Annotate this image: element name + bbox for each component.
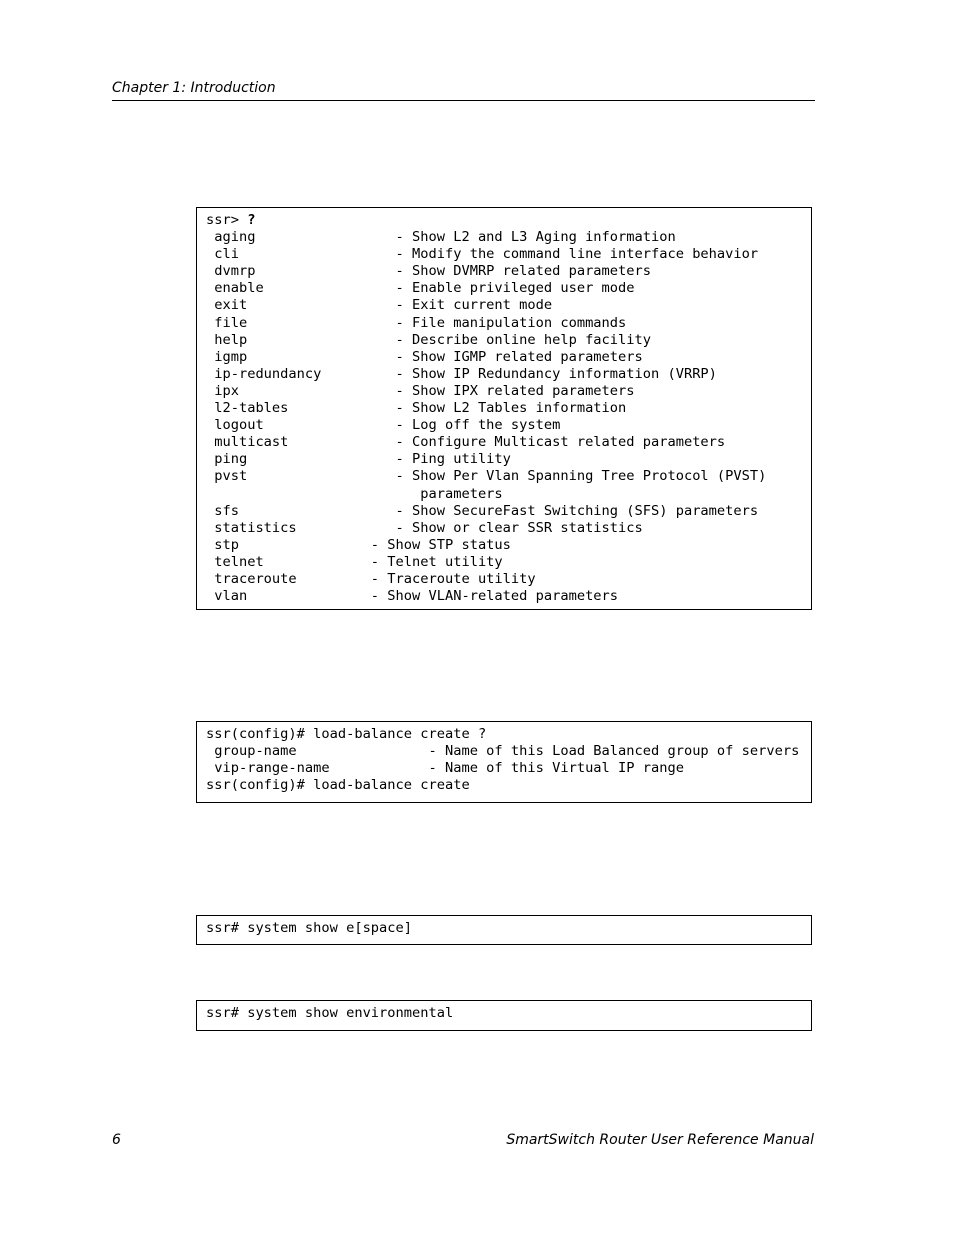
cli-line: aging - Show L2 and L3 Aging information [206, 229, 676, 246]
cli-line: group-name - Name of this Load Balanced group of servers [206, 743, 800, 760]
cli-line: pvst - Show Per Vlan Spanning Tree Protocol (PVST) [206, 468, 767, 485]
help-command: ? [247, 212, 256, 228]
cli-help-output-box [196, 207, 812, 610]
cli-line: statistics - Show or clear SSR statistics [206, 519, 643, 536]
cli-line: file - File manipulation commands [206, 314, 627, 331]
cli-line: exit - Exit current mode [206, 297, 553, 314]
cli-line: l2-tables - Show L2 Tables information [206, 400, 627, 417]
cli-line: cli - Modify the command line interface behavior [206, 246, 759, 263]
cli-line: vlan - Show VLAN-related parameters [206, 588, 619, 605]
cli-line: help - Describe online help facility [206, 331, 651, 348]
cli-line: ipx - Show IPX related parameters [206, 382, 635, 399]
cli-line: ssr(config)# load-balance create ? [206, 726, 487, 742]
manual-title: SmartSwitch Router User Reference Manual [506, 1132, 814, 1148]
cli-line: vip-range-name - Name of this Virtual IP range [206, 760, 684, 777]
cli-line: enable - Enable privileged user mode [206, 280, 635, 297]
cli-line: stp - Show STP status [206, 536, 511, 553]
page-number: 6 [112, 1132, 121, 1148]
load-balance-help-box [196, 721, 812, 803]
system-show-partial-command: ssr# system show e[space] [206, 920, 413, 936]
cli-line: ping - Ping utility [206, 451, 511, 468]
load-balance-output [206, 726, 811, 794]
cli-line: parameters [206, 485, 503, 502]
system-show-completed-command: ssr# system show environmental [206, 1005, 454, 1021]
system-show-partial-box [196, 915, 812, 945]
chapter-header: Chapter 1: Introduction [112, 79, 815, 101]
cli-line: ip-redundancy - Show IP Redundancy information (VRRP) [206, 365, 717, 382]
cli-line: telnet - Telnet utility [206, 553, 503, 570]
cli-line: igmp - Show IGMP related parameters [206, 348, 643, 365]
cli-line: ssr(config)# load-balance create [206, 777, 470, 794]
cli-line: traceroute - Traceroute utility [206, 570, 536, 587]
cli-line: sfs - Show SecureFast Switching (SFS) parameters [206, 502, 759, 519]
cli-help-output [206, 212, 811, 605]
cli-line: logout - Log off the system [206, 417, 561, 434]
system-show-completed-box [196, 1000, 812, 1031]
cli-line: dvmrp - Show DVMRP related parameters [206, 263, 651, 280]
cli-prompt: ssr> [206, 212, 248, 228]
cli-line: multicast - Configure Multicast related parameters [206, 434, 726, 451]
